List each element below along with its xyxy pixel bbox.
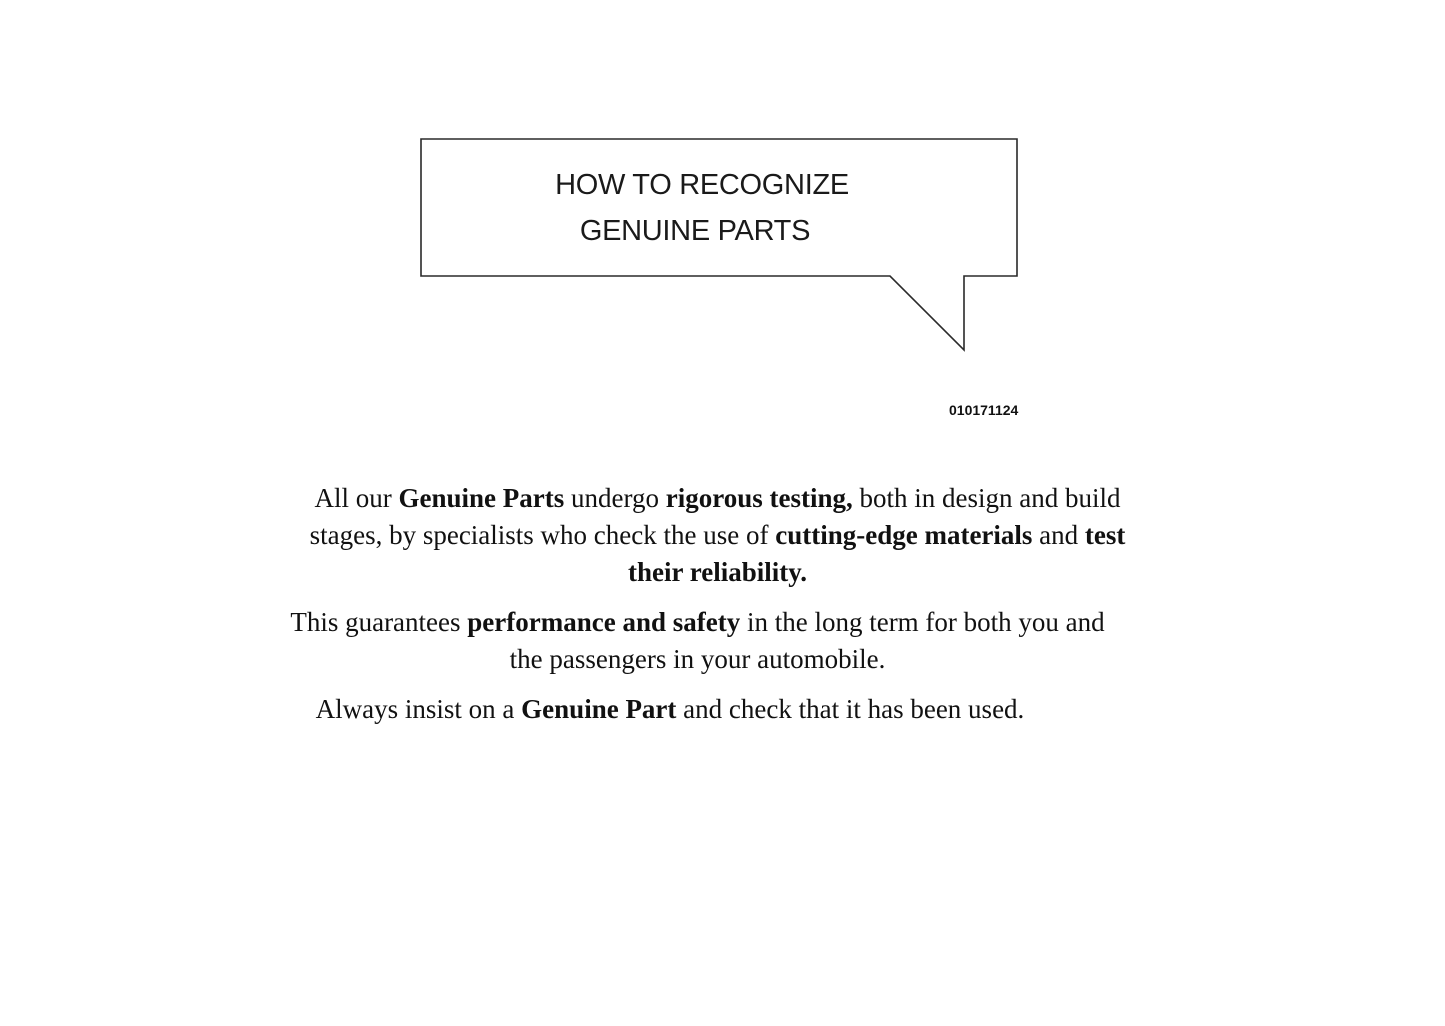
callout-title-line-1: HOW TO RECOGNIZE bbox=[555, 169, 849, 201]
callout-title-line-2: GENUINE PARTS bbox=[579, 215, 811, 247]
paragraph-testing bbox=[280, 480, 1155, 591]
text-segment-bold: performance and safety bbox=[467, 607, 741, 637]
body-text bbox=[280, 480, 1155, 741]
text-segment: both in design and build stages, by specialists who check the use of bbox=[309, 483, 1121, 550]
text-segment: and check that it has been used. bbox=[676, 694, 1025, 724]
text-segment-bold: Genuine Part bbox=[521, 694, 677, 724]
paragraph-insist bbox=[280, 691, 1155, 728]
text-segment: in the long term for both you and the passengers in your automobile. bbox=[509, 607, 1105, 674]
text-segment-bold: Genuine Parts bbox=[398, 483, 565, 513]
paragraph-guarantee bbox=[280, 604, 1155, 678]
text-segment-bold: cutting-edge materials bbox=[775, 520, 1033, 550]
reference-code: 010171124 bbox=[949, 402, 1019, 418]
text-segment-bold: test their reliability. bbox=[628, 520, 1126, 587]
text-segment-bold: rigorous testing, bbox=[665, 483, 853, 513]
text-segment: undergo bbox=[564, 483, 666, 513]
callout-title bbox=[422, 140, 982, 254]
text-segment: and bbox=[1032, 520, 1085, 550]
text-segment: All our bbox=[314, 483, 399, 513]
text-segment: Always insist on a bbox=[315, 694, 522, 724]
text-segment: This guarantees bbox=[290, 607, 468, 637]
